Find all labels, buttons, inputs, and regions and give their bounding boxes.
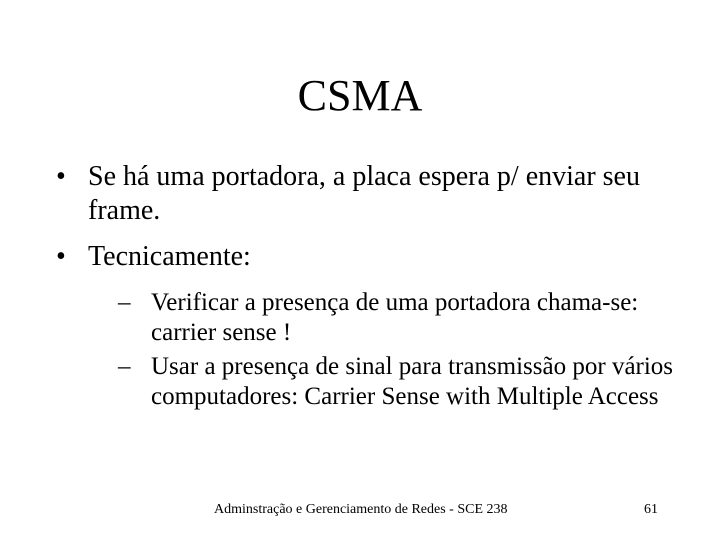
sub-bullet-item <box>118 352 676 412</box>
slide-title: CSMA <box>297 71 423 120</box>
bullet-marker: • <box>56 241 66 272</box>
sub-bullet-marker: – <box>118 353 131 380</box>
sub-bullet-text: Usar a presença de sinal para transmissão por vários computadores: Carrier Sense with Multiple Access <box>151 353 674 410</box>
bullet-marker: • <box>56 161 66 192</box>
sub-bullet-text: Verificar a presença de uma portadora chama-se: carrier sense ! <box>151 289 639 346</box>
bullet-item <box>56 160 676 228</box>
bullet-list <box>56 160 676 424</box>
sub-bullet-list <box>88 288 676 412</box>
footer-text: Adminstração e Gerenciamento de Redes - SCE 238 <box>214 502 508 517</box>
bullet-text: Tecnicamente: <box>88 241 251 272</box>
bullet-item <box>56 240 676 412</box>
page-number: 61 <box>644 502 658 517</box>
sub-bullet-item <box>118 288 676 348</box>
sub-bullet-marker: – <box>118 289 131 316</box>
bullet-text: Se há uma portadora, a placa espera p/ enviar seu frame. <box>88 161 640 226</box>
